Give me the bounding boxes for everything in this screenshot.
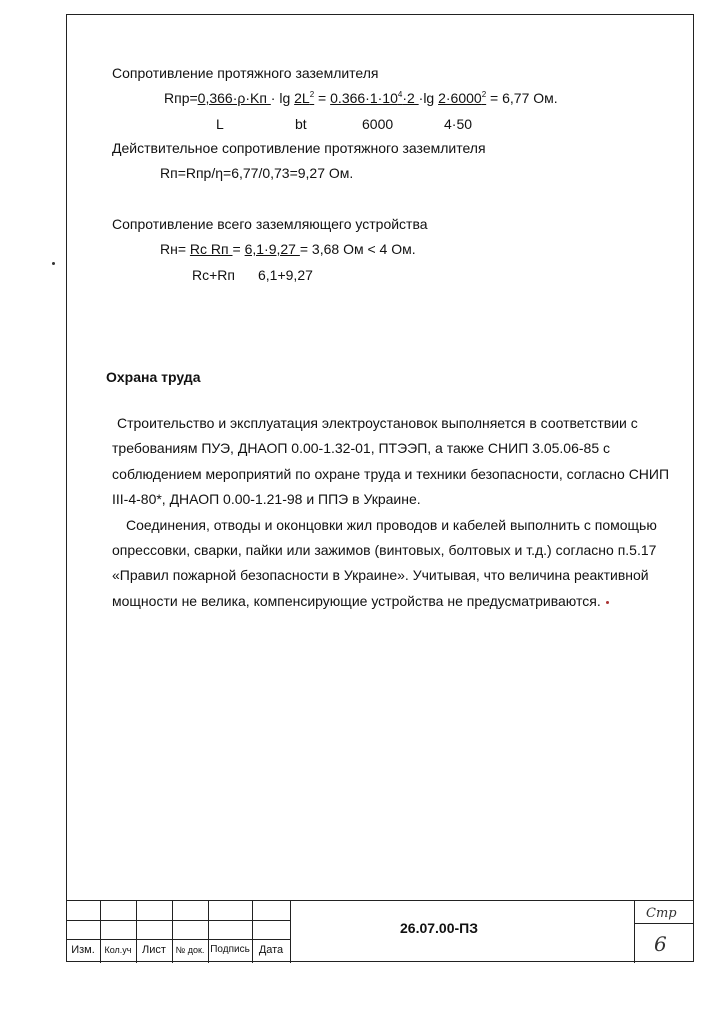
page-label: Стр bbox=[646, 906, 677, 921]
formula-total-denominator-symbolic: Rc+Rп bbox=[192, 267, 235, 283]
stamp-label-doc-no: № док. bbox=[175, 945, 205, 955]
formula-denominator-6000: 6000 bbox=[362, 116, 394, 132]
formula-total-denominator-numeric: 6,1+9,27 bbox=[258, 267, 313, 283]
formula-denominator-450: 4·50 bbox=[444, 116, 473, 132]
stamp-col-divider-7 bbox=[634, 901, 635, 963]
heading-extended-electrode: Сопротивление протяжного заземлителя bbox=[112, 65, 379, 81]
paragraph1-line4: III-4-80*, ДНАОП 0.00-1.21-98 и ППЭ в Украине. bbox=[112, 491, 421, 507]
formula-extended-electrode: $Rпр=0,366\cdot\rho\cdot Kп \cdot \lg 2L^2 = 0.366\cdot 1\cdot 10^4\cdot 2 \cdot\lg$ $2\cdot 6000^2 = 6,77$ Ом. bbox=[164, 90, 558, 106]
stamp-label-signature: Подпись bbox=[210, 944, 250, 955]
stamp-label-qty: Кол.уч bbox=[104, 945, 132, 955]
page-frame bbox=[66, 14, 694, 962]
paragraph2-line4: мощности не велика, компенсирующие устройства не предусматриваются. bbox=[112, 593, 601, 609]
formula-denominator-l: L bbox=[216, 116, 224, 132]
stamp-label-date: Дата bbox=[258, 944, 284, 956]
stamp-label-sheet: Лист bbox=[142, 944, 166, 956]
paragraph1-line2: требованиям ПУЭ, ДНАОП 0.00-1.32-01, ПТЭЭП, а также СНИП 3.05.06-85 с bbox=[112, 440, 611, 456]
formula-actual-resistance: Rп=Rпр/η=6,77/0,73=9,27 Ом. bbox=[160, 165, 354, 181]
paragraph2-line1: Соединения, отводы и оконцовки жил проводов и кабелей выполнить с помощью bbox=[126, 517, 657, 533]
paragraph1-line3: соблюдением мероприятий по охране труда и техники безопасности, согласно СНИП bbox=[112, 466, 670, 482]
document-code: 26.07.00-ПЗ bbox=[400, 920, 478, 936]
formula-total-resistance: Rн= Rc Rп = 6,1·9,27 = 3,68 Ом < 4 Ом. bbox=[160, 241, 416, 257]
stamp-page-divider bbox=[634, 923, 694, 924]
section-title: Охрана труда bbox=[106, 369, 201, 385]
heading-actual-resistance: Действительное сопротивление протяжного заземлителя bbox=[112, 140, 486, 156]
paragraph2-line3: «Правил пожарной безопасности в Украине». Учитывая, что величина реактивной bbox=[112, 567, 649, 583]
title-block-stamp bbox=[66, 900, 694, 963]
stamp-col-divider-6 bbox=[290, 901, 291, 963]
scan-speck-red bbox=[606, 601, 609, 604]
stamp-label-change: Изм. bbox=[71, 944, 95, 956]
paragraph1-line1: Строительство и эксплуатация электроустановок выполняется в соответствии с bbox=[117, 415, 638, 431]
scan-speck bbox=[52, 262, 55, 265]
heading-total-resistance: Сопротивление всего заземляющего устройства bbox=[112, 216, 428, 232]
formula-denominator-bt: bt bbox=[295, 116, 307, 132]
paragraph2-line2: опрессовки, сварки, пайки или зажимов (винтовых, болтовых и т.д.) согласно п.5.17 bbox=[112, 542, 657, 558]
page-number: 6 bbox=[654, 932, 667, 956]
